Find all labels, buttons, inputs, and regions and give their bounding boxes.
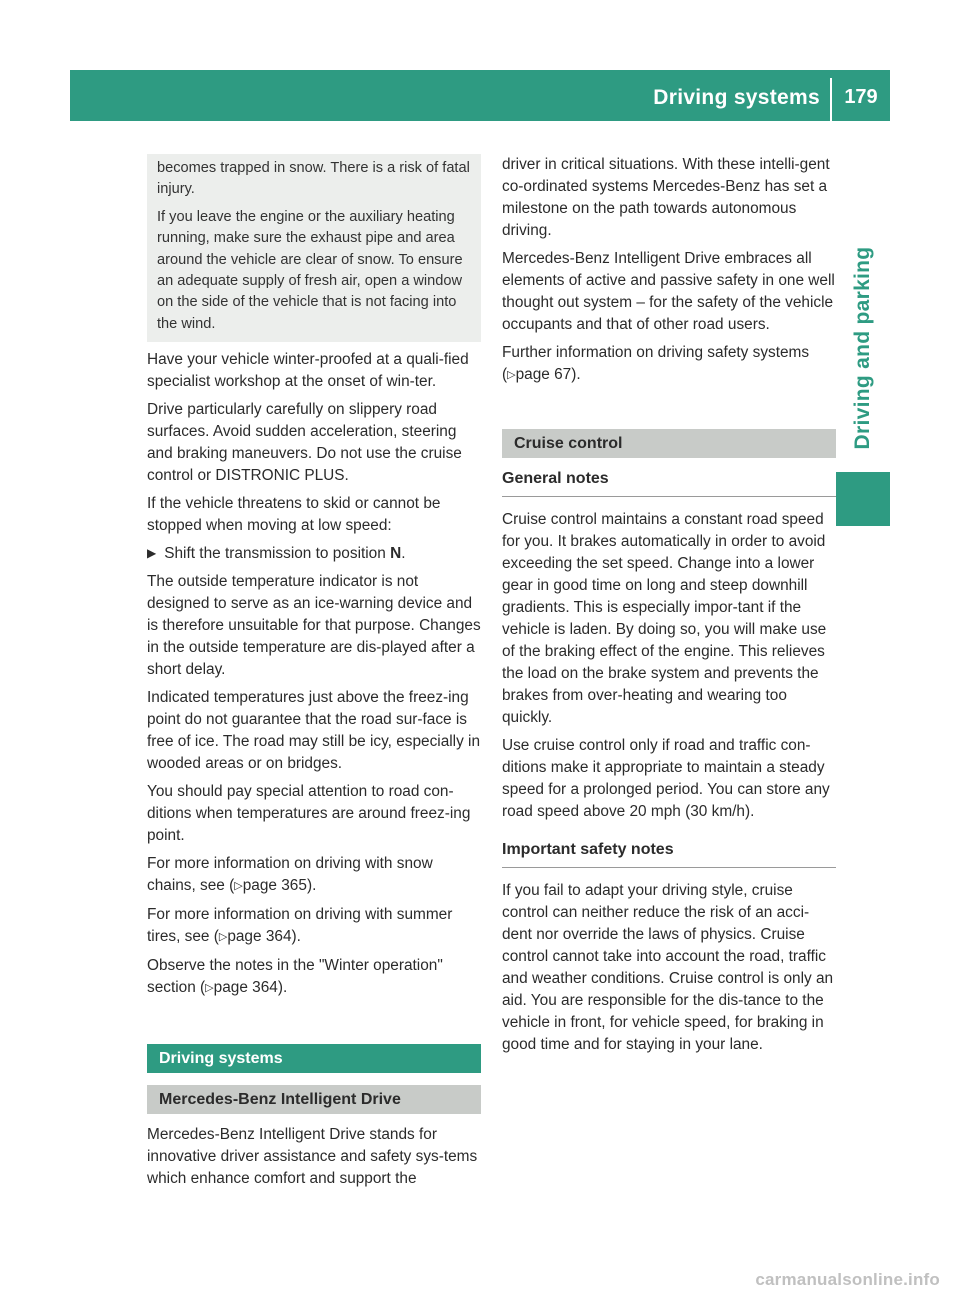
body-paragraph: If the vehicle threatens to skid or cannot be stopped when moving at low speed:	[147, 495, 441, 535]
body-paragraph: Indicated temperatures just above the freez-ing point do not guarantee that the road sur-face is free of ice. The road may still be icy, especially in wooded areas or on bridges.	[147, 689, 481, 773]
page-number: 179	[844, 86, 878, 108]
paragraph-text: ).	[571, 366, 581, 383]
side-chapter-label: Driving and parking	[851, 246, 874, 450]
step-text: Shift the transmission to position	[164, 545, 386, 563]
paragraph-text: ).	[291, 928, 301, 946]
page-reference-link[interactable]: page 365	[242, 877, 307, 895]
subsection-title-cruise-control: Cruise control	[502, 429, 836, 458]
page-reference-link[interactable]: page 364	[227, 928, 292, 946]
page-header	[70, 70, 890, 121]
right-column	[502, 154, 836, 1062]
side-chapter-block	[836, 472, 890, 526]
body-paragraph	[147, 955, 481, 1000]
page-ref-arrow-icon: ▷	[218, 931, 228, 944]
body-paragraph: Cruise control maintains a constant road speed for you. It brakes automatically in order to avoid exceeding the set speed. Change into a lower gear in good time on long and steep downhill gradients. This is especially impor-tant if the vehicle is laden. By doing so, you will make use of the braking effect of the engine. This relieves the load on the brake system and prevents the brakes from over-heating and wearing too quickly.	[502, 511, 827, 726]
body-paragraph: Have your vehicle winter-proofed at a quali-fied specialist workshop at the onset of win-ter.	[147, 351, 469, 391]
body-paragraph	[502, 342, 836, 387]
paragraph-text: ).	[277, 979, 288, 997]
page-reference-link[interactable]: page 67	[515, 366, 572, 383]
body-paragraph: The outside temperature indicator is not designed to serve as an ice-warning device and is therefore unsuitable for that purpose. Changes in the outside temperature are dis-played after a short delay.	[147, 573, 481, 679]
body-paragraph: If you fail to adapt your driving style, cruise control can neither reduce the risk of an acci-dent nor override the laws of physics. Cruise control cannot take into account the road, traffic and weather conditions. Cruise control is only an aid. You are responsible for the dis-tance to the vehicle in front, for vehicle speed, for braking in good time and for staying in your lane.	[502, 882, 834, 1053]
heading-important-safety-notes: Important safety notes	[502, 839, 836, 868]
instruction-step: ▶ Shift the transmission to position N.	[147, 545, 406, 563]
watermark: carmanualsonline.info	[755, 1270, 940, 1289]
step-arrow-icon: ▶	[147, 546, 157, 561]
paragraph-text: Observe the notes in the "Winter operation" section (	[147, 957, 443, 997]
body-paragraph: Mercedes-Benz Intelligent Drive stands for innovative driver assistance and safety sys-tems which enhance comfort and support the	[147, 1126, 478, 1188]
body-paragraph: You should pay special attention to road con-ditions when temperatures are around freez-ing point.	[147, 783, 471, 845]
warning-box	[147, 154, 481, 342]
body-paragraph: Mercedes-Benz Intelligent Drive embraces all elements of active and passive safety in one well thought out system – for the safety of the vehicle occupants and that of other road users.	[502, 250, 835, 333]
body-paragraph	[147, 904, 481, 949]
paragraph-text: For more information on driving with summer tires, see (	[147, 906, 453, 946]
paragraph-text: ).	[306, 877, 317, 895]
side-chapter-tab	[836, 228, 890, 468]
heading-general-notes: General notes	[502, 468, 836, 497]
paragraph-text: For more information on driving with snow chains, see (	[147, 855, 433, 895]
page-ref-arrow-icon: ▷	[205, 982, 214, 995]
body-paragraph: Drive particularly carefully on slippery road surfaces. Avoid sudden acceleration, steering and braking maneuvers. Do not use the cruise control or DISTRONIC PLUS.	[147, 401, 462, 485]
paragraph-text: Further information on driving safety systems (	[502, 344, 810, 383]
section-title-driving-systems: Driving systems	[147, 1044, 481, 1073]
warning-paragraph: becomes trapped in snow. There is a risk of fatal injury.	[157, 160, 470, 198]
subsection-title-intelligent-drive: Mercedes-Benz Intelligent Drive	[147, 1085, 481, 1114]
header-title: Driving systems	[653, 86, 820, 109]
body-paragraph: driver in critical situations. With these intelli-gent co-ordinated systems Mercedes-Benz has set a milestone on the path towards autonomous driving.	[502, 156, 830, 239]
page-ref-arrow-icon: ▷	[507, 369, 516, 381]
left-column	[147, 154, 481, 1196]
page-reference-link[interactable]: page 364	[213, 979, 278, 997]
page-ref-arrow-icon: ▷	[234, 880, 243, 893]
body-paragraph: Use cruise control only if road and traffic con-ditions make it appropriate to maintain a steady speed for a prolonged period. You can store any road speed above 20 mph (30 km/h).	[502, 737, 830, 820]
body-paragraph	[147, 853, 481, 898]
warning-paragraph: If you leave the engine or the auxiliary heating running, make sure the exhaust pipe and area around the vehicle are clear of snow. To ensure an adequate supply of fresh air, open a window on the side of the vehicle that is not facing into the wind.	[157, 208, 463, 332]
step-value: N	[390, 545, 402, 563]
